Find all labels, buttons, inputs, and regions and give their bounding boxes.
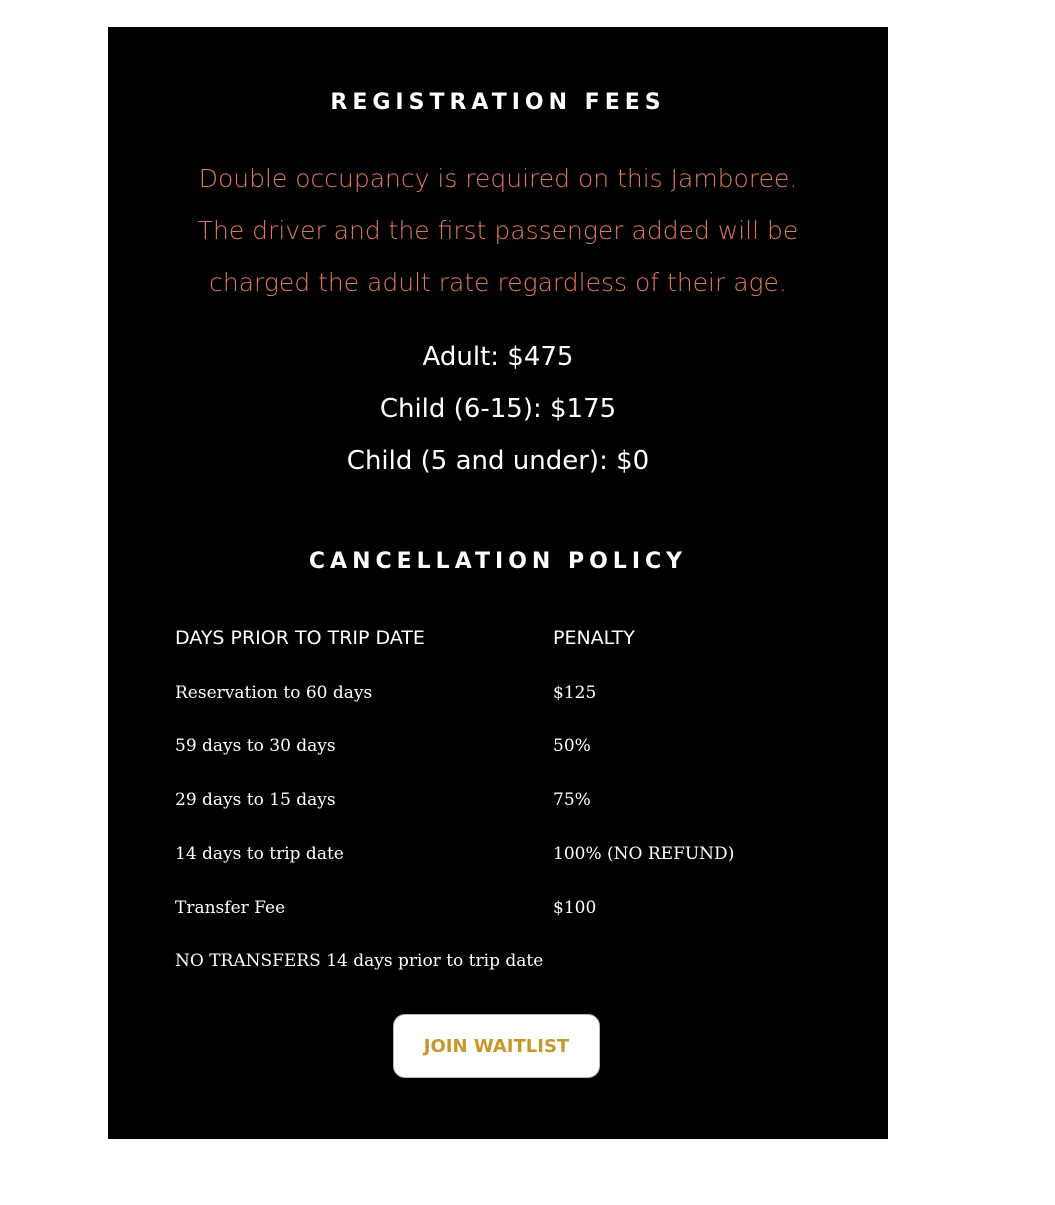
table-row-penalty: $125 <box>553 683 597 703</box>
table-row-days: 29 days to 15 days <box>175 790 336 810</box>
registration-panel <box>108 27 888 1139</box>
notice-line: The driver and the first passenger added will be <box>197 216 799 245</box>
table-row-penalty: 75% <box>553 790 591 810</box>
table-row-days: Reservation to 60 days <box>175 683 373 703</box>
occupancy-notice <box>108 153 888 309</box>
column-header-days: DAYS PRIOR TO TRIP DATE <box>175 627 425 649</box>
fee-child-6-15: Child (6-15): $175 <box>379 394 617 424</box>
table-row-penalty: $100 <box>553 898 597 918</box>
notice-line: Double occupancy is required on this Jamboree. <box>198 164 798 193</box>
fee-list <box>108 331 888 487</box>
fee-child-5-under: Child (5 and under): $0 <box>346 446 650 476</box>
table-row-penalty: 50% <box>553 736 591 756</box>
join-waitlist-button[interactable]: JOIN WAITLIST <box>393 1014 600 1078</box>
table-row-days: NO TRANSFERS 14 days prior to trip date <box>175 951 544 971</box>
table-row-days: Transfer Fee <box>175 898 286 918</box>
registration-fees-title: REGISTRATION FEES <box>330 90 666 115</box>
fee-adult: Adult: $475 <box>422 342 574 372</box>
table-row-days: 59 days to 30 days <box>175 736 336 756</box>
table-row-penalty: 100% (NO REFUND) <box>553 844 735 864</box>
column-header-penalty: PENALTY <box>553 627 635 649</box>
notice-line: charged the adult rate regardless of their age. <box>209 268 787 297</box>
cancellation-policy-title: CANCELLATION POLICY <box>308 549 688 574</box>
table-row-days: 14 days to trip date <box>175 844 344 864</box>
